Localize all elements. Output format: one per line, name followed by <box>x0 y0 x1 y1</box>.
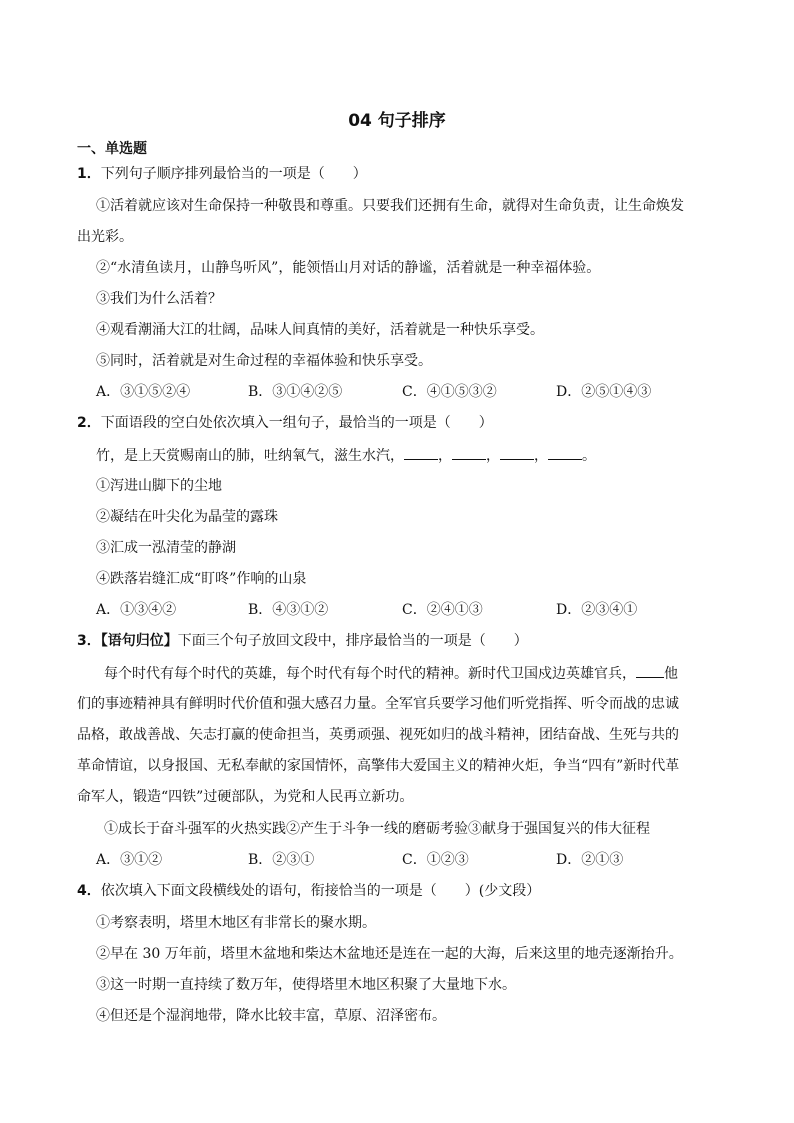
blank-1[interactable] <box>404 445 438 460</box>
q2-option-c[interactable]: C．②④①③ <box>402 602 483 618</box>
q3-passage-text-1b: 他 <box>664 666 678 682</box>
question-3-stem <box>77 631 528 651</box>
q2-option-a[interactable]: A．①③④② <box>96 602 177 618</box>
q4-item-1: ①考察表明，塔里木地区有非常长的聚水期。 <box>96 915 376 931</box>
q1-item-2: ②“水清鱼读月，山静鸟听风”，能领悟山月对话的静谧，活着就是一种幸福体验。 <box>96 260 601 276</box>
q2-item-3: ③汇成一泓清莹的静湖 <box>96 540 236 556</box>
question-4-stem <box>77 881 540 901</box>
q2-item-1: ①泻进山脚下的尘地 <box>96 478 222 494</box>
question-1-text: 下列句子顺序排列最恰当的一项是（ ） <box>100 166 367 182</box>
q1-item-5: ⑤同时，活着就是对生命过程的幸福体验和快乐享受。 <box>96 353 432 369</box>
q2-passage-text: 竹，是上天赏赐南山的肺，吐纳氧气，滋生水汽， <box>96 448 404 464</box>
q4-item-3: ③这一时期一直持续了数万年，使得塔里木地区积聚了大量地下水。 <box>96 977 516 993</box>
q2-sep-3: ， <box>534 448 548 464</box>
q3-option-c[interactable]: C．①②③ <box>402 852 469 868</box>
q2-end: 。 <box>582 448 596 464</box>
q3-passage-text-1: 每个时代有每个时代的英雄，每个时代有每个时代的精神。新时代卫国戍边英雄官兵， <box>104 666 636 682</box>
q4-item-2: ②早在 30 万年前，塔里木盆地和柴达木盆地还是连在一起的大海，后来这里的地壳逐渐抬升。 <box>96 946 683 962</box>
section-heading: 一、单选题 <box>77 141 147 157</box>
q3-passage-line-4: 革命情谊，以身报国、无私奉献的家国情怀，高擎伟大爱国主义的精神火炬，争当“四有”新时代革 <box>77 758 680 774</box>
q2-option-b[interactable]: B．④③①② <box>248 602 329 618</box>
q1-option-b[interactable]: B．③①④②⑤ <box>248 384 343 400</box>
question-2-number: 2． <box>77 415 101 431</box>
q3-passage-line-1 <box>104 663 678 684</box>
q2-option-d[interactable]: D．②③④① <box>556 602 638 618</box>
q3-passage-line-5: 命军人，锻造“四铁”过硬部队，为党和人民再立新功。 <box>77 789 414 805</box>
q1-item-4: ④观看潮涌大江的壮阔，品味人间真情的美好，活着就是一种快乐享受。 <box>96 322 544 338</box>
q3-option-b[interactable]: B．②③① <box>248 852 315 868</box>
q3-passage-line-3: 品格，敢战善战、矢志打赢的使命担当，英勇顽强、视死如归的战斗精神，团结奋战、生死与共的 <box>77 727 679 743</box>
question-1-stem <box>77 164 367 184</box>
q1-option-a[interactable]: A．③①⑤②④ <box>96 384 191 400</box>
question-2-text: 下面语段的空白处依次填入一组句子，最恰当的一项是（ ） <box>100 415 493 431</box>
q2-passage <box>96 445 596 466</box>
q1-item-1-cont: 出光彩。 <box>77 229 133 245</box>
q1-option-c[interactable]: C．④①⑤③② <box>402 384 497 400</box>
q2-item-2: ②凝结在叶尖化为晶莹的露珠 <box>96 509 278 525</box>
q2-sep-1: ， <box>438 448 452 464</box>
q1-item-3: ③我们为什么活着？ <box>96 291 222 307</box>
question-1-number: 1． <box>77 166 101 182</box>
q1-option-d[interactable]: D．②⑤①④③ <box>556 384 652 400</box>
q2-sep-2: ， <box>486 448 500 464</box>
q2-item-4: ④跌落岩缝汇成“盯咚”作响的山泉 <box>96 571 307 587</box>
question-4-number: 4． <box>77 883 101 899</box>
q3-option-a[interactable]: A．③①② <box>96 852 163 868</box>
q3-passage-line-2: 们的事迹精神具有鲜明时代价值和强大感召力量。全军官兵要学习他们听党指挥、听令而战的忠诚 <box>77 696 679 712</box>
q3-sentences: ①成长于奋斗强军的火热实践②产生于斗争一线的磨砺考验③献身于强国复兴的伟大征程 <box>104 821 650 837</box>
q1-item-1: ①活着就应该对生命保持一种敬畏和尊重。只要我们还拥有生命，就得对生命负责，让生命焕发 <box>96 198 684 214</box>
q4-item-4: ④但还是个湿润地带，降水比较丰富，草原、沼泽密布。 <box>96 1008 446 1024</box>
q3-option-d[interactable]: D．②①③ <box>556 852 624 868</box>
question-4-text: 依次填入下面文段横线处的语句，衔接恰当的一项是（ ）(少文段） <box>100 883 541 899</box>
q3-blank[interactable] <box>636 663 664 678</box>
blank-2[interactable] <box>452 445 486 460</box>
question-3-text: 下面三个句子放回文段中，排序最恰当的一项是（ ） <box>177 633 528 649</box>
question-3-tag: 【语句归位】 <box>100 633 178 649</box>
blank-3[interactable] <box>500 445 534 460</box>
page-title: 04 句子排序 <box>348 111 446 131</box>
question-3-number: 3． <box>77 633 101 649</box>
blank-4[interactable] <box>548 445 582 460</box>
question-2-stem <box>77 413 493 433</box>
